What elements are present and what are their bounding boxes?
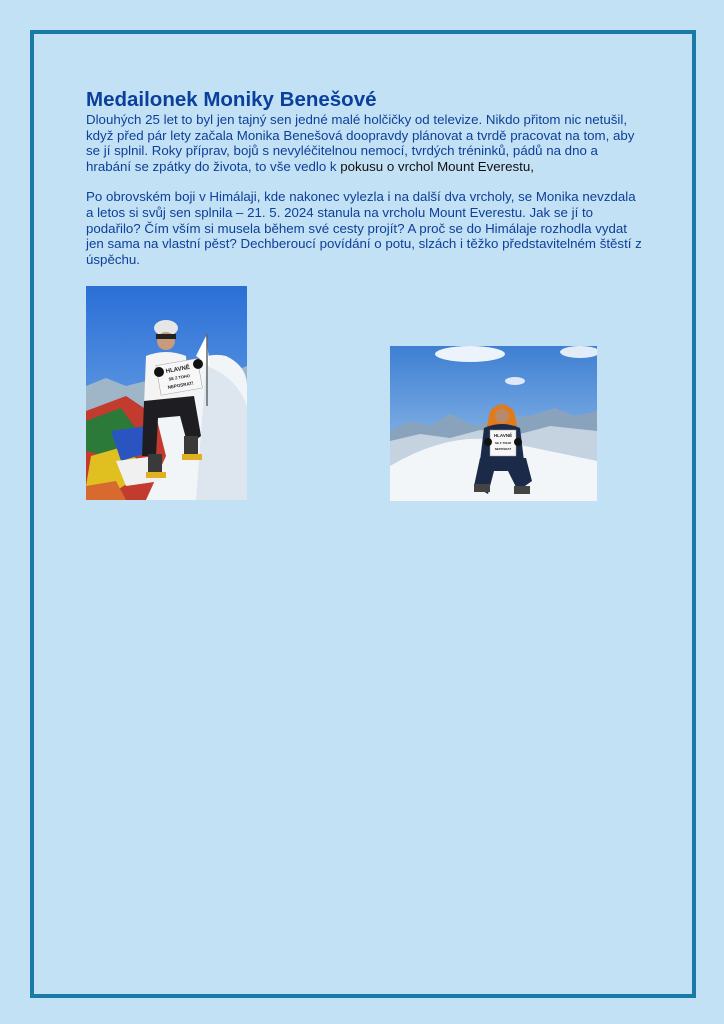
- sign-2-line-3: NEPOSRAT: [494, 447, 512, 451]
- paragraph-1-text: Dlouhých 25 let to byl jen tajný sen jedné malé holčičky od televize. Nikdo přitom nic netušil, když před pár lety začala Monika Benešová doopravdy plánovat a tvrdě pracovat na tom, aby se jí splnil. Roky příprav, bojů s nevyléčitelnou nemocí, tvrdých tréninků, pádů na dno a hrabání se zpátky do života, to vše vedlo k: [86, 112, 635, 174]
- sign-2-line-2: SE Z TOHO: [494, 441, 512, 445]
- paragraph-1-highlight: pokusu o vrchol Mount Everestu,: [340, 158, 534, 174]
- sign-2-line-1: HLAVNĚ: [493, 433, 513, 438]
- article-paragraph-2: Po obrovském boji v Himálaji, kde nakonec vylezla i na další dva vrcholy, se Monika nevzdala a letos si svůj sen splnila – 21. 5. 2024 stanula na vrcholu Mount Everestu. Jak se jí to podařilo? Čím vším si musela během své cesty projít? A proč se do Himálaje rozhodla vydat jen sama na vlastní pěst? Dechberoucí povídání o potu, slzách i těžko představitelném štěstí z úspěchu.: [86, 189, 642, 267]
- article-paragraph-1: [86, 112, 646, 174]
- sign-1-line-3: NEPOSRAT!: [167, 380, 194, 390]
- sign-1-line-2: SE Z TOHO: [168, 372, 191, 382]
- article: [86, 88, 646, 267]
- summit-photo-1: [86, 286, 247, 500]
- summit-photo-2: [390, 346, 597, 501]
- sign-1-line-1: HLAVNĚ: [165, 364, 191, 375]
- article-title: Medailonek Moniky Benešové: [86, 88, 377, 111]
